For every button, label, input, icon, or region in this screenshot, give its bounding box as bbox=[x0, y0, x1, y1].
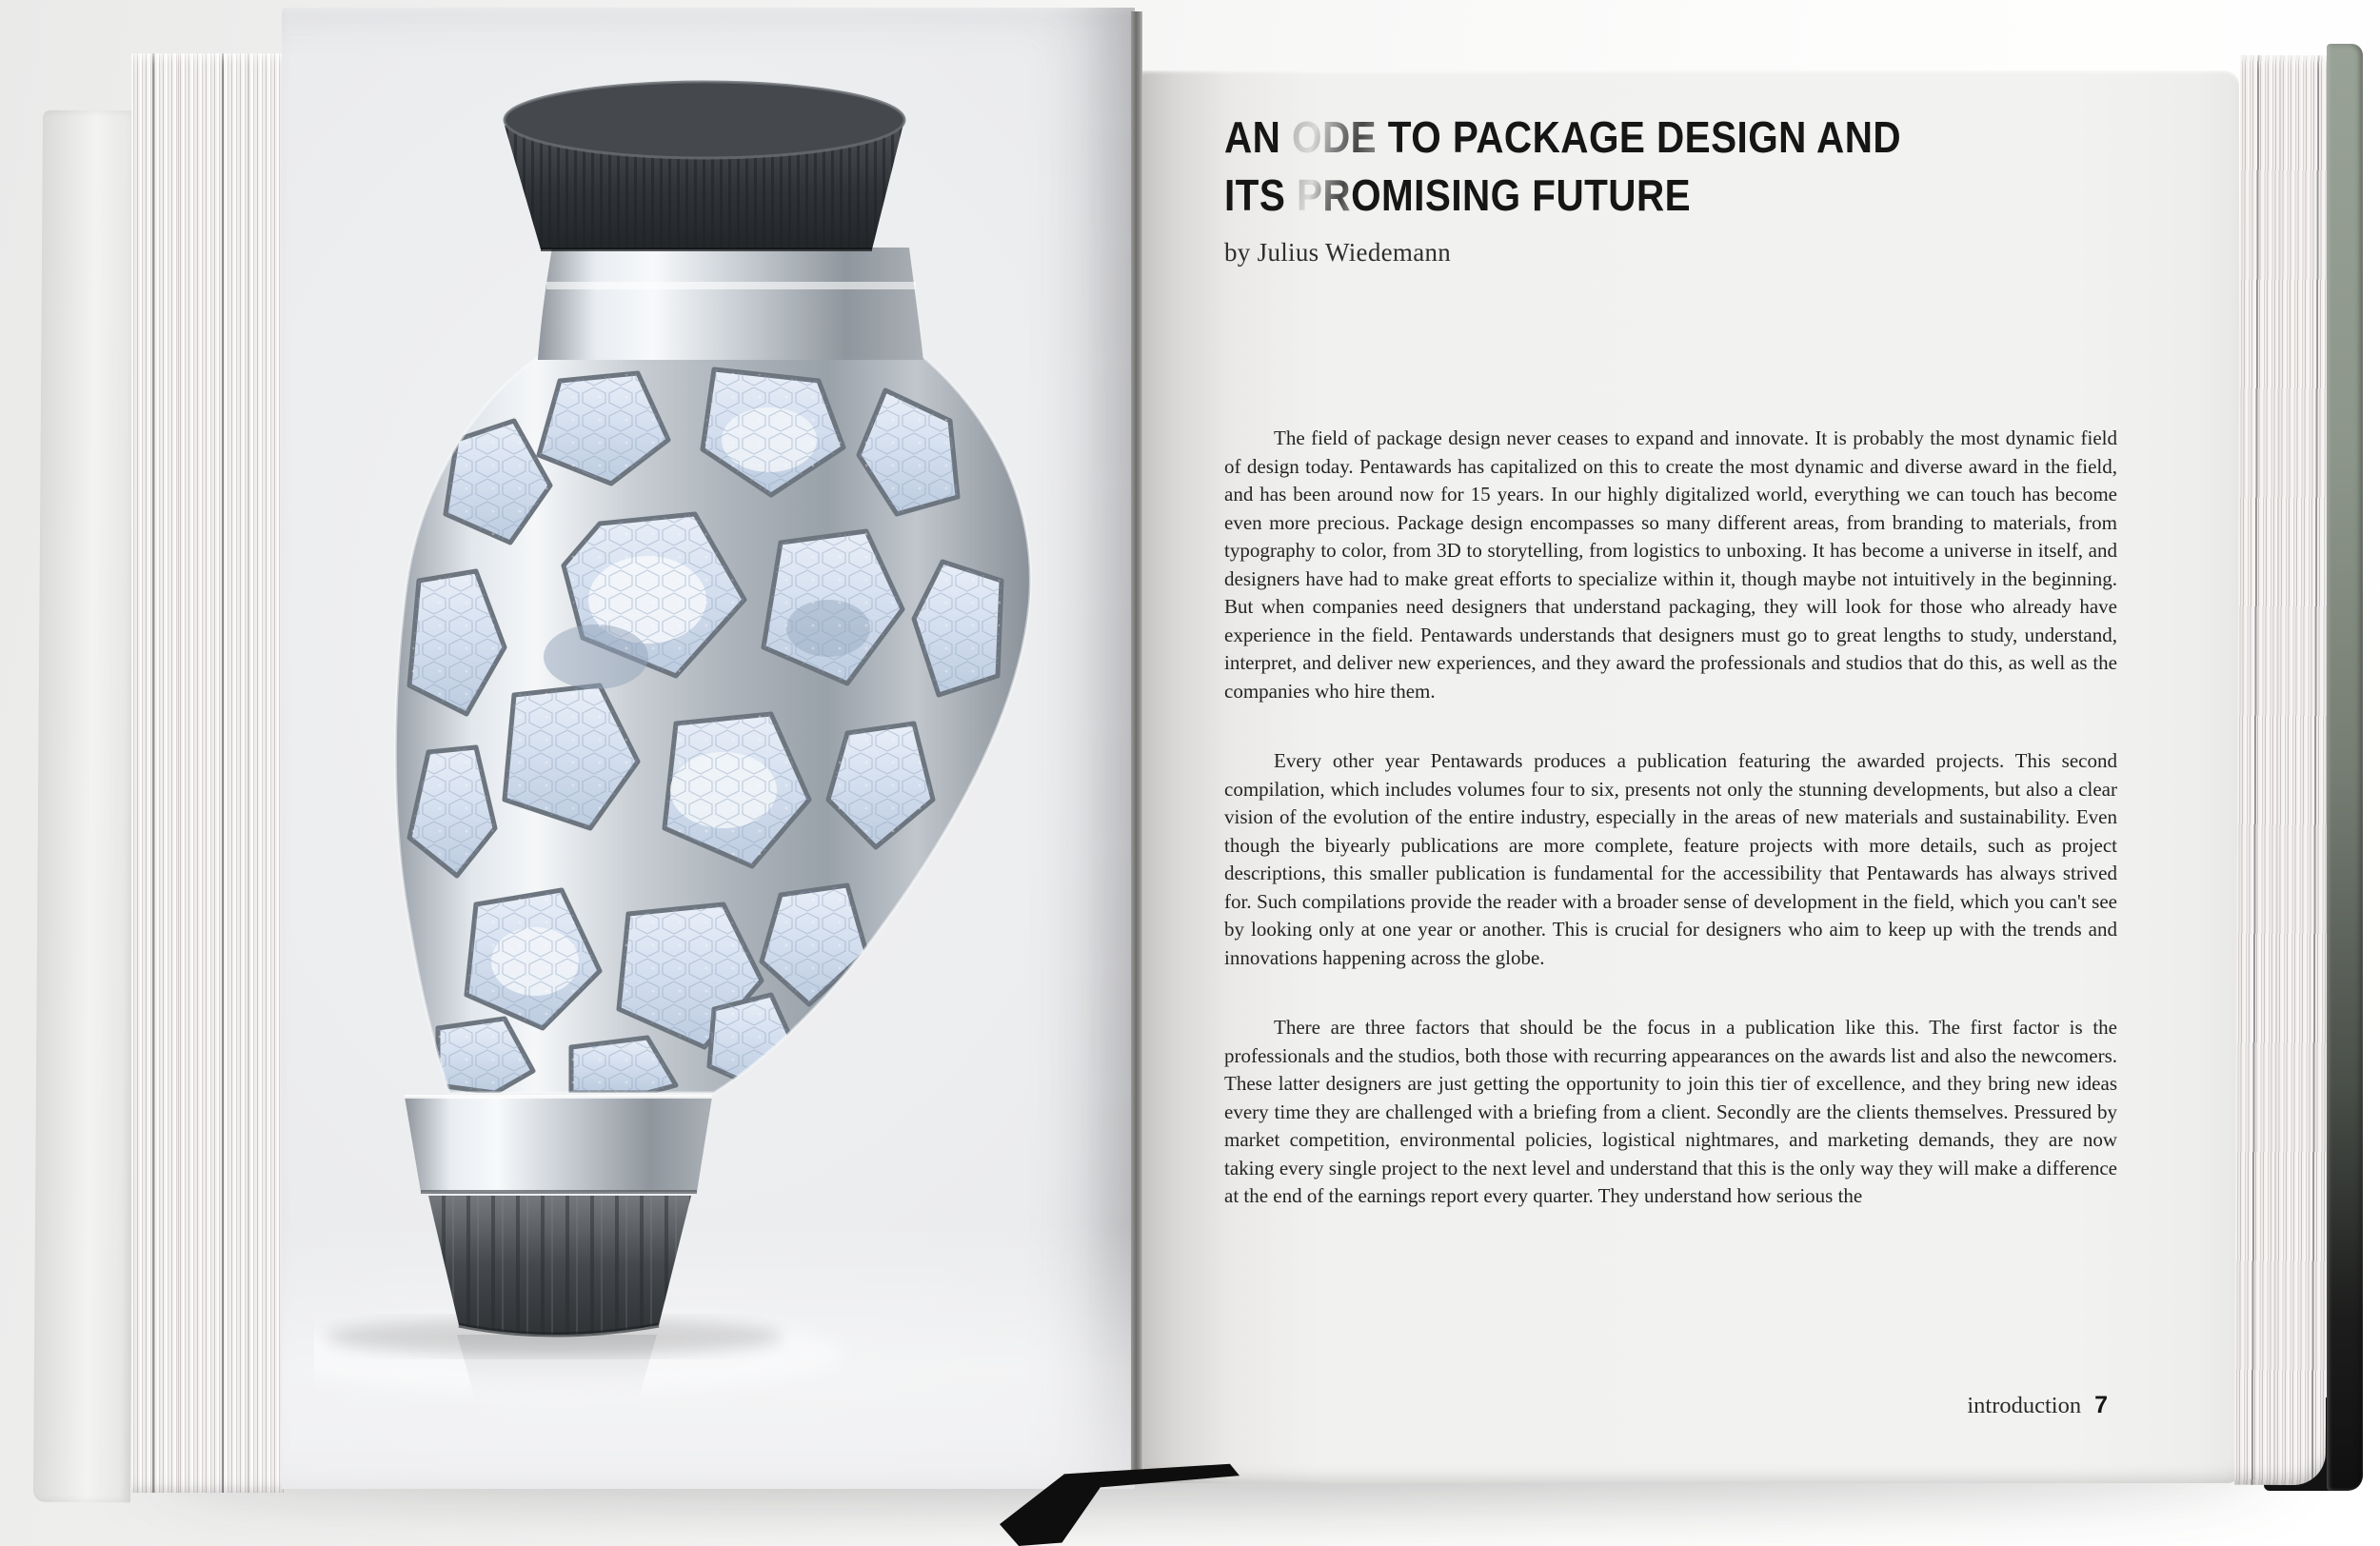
bottle-product-photo bbox=[314, 67, 1057, 1409]
body-paragraph: The field of package design never ceases to expand and innovate. It is probably the most dynamic field of design today. Pentawards has capitalized on this to create the most dynamic and diverse award in the field, and has been around now for 15 years. In our highly digitalized world, everything we can touch has become even more precious. Package design encompasses so many different areas, from branding to materials, from typography to color, from 3D to storytelling, from logistics to unboxing. It has become a universe in itself, and designers have had to make great efforts to specialize within it, though maybe not intuitively in the beginning. But when companies need designers that understand packaging, they will look for those who already have experience in the field. Pentawards understands that designers must go to great lengths to study, understand, interpret, and deliver new experiences, and they award the professionals and studios that do this, as well as the companies who hire them. bbox=[1224, 426, 2117, 703]
front-cover-fore-edge bbox=[33, 110, 140, 1503]
footer-page-number: 7 bbox=[2094, 1392, 2108, 1418]
body-paragraph: There are three factors that should be the focus in a publication like this. The first factor is the professionals and the studios, both those with recurring appearances on the awards list and also the newcomers. These latter designers are just getting the opportunity to join this tier of excellence, and they bring new ideas every time they are challenged with a briefing from a client. Secondly are the clients themselves. Pressured by market competition, environmental policies, logistical nightmares, and marketing demands, they are now taking every single project to the next level and understand that this is the only way they will make a difference at the end of the earnings report every quarter. They understand how serious the bbox=[1224, 1016, 2117, 1207]
title-segment-foil: PR bbox=[1296, 170, 1352, 220]
footer-section-label: introduction bbox=[1967, 1393, 2082, 1418]
article-title-line1 bbox=[1224, 109, 1901, 167]
left-page-edge-stack bbox=[131, 53, 284, 1493]
page-footer bbox=[1224, 1392, 2108, 1419]
article-title bbox=[1224, 109, 1901, 225]
title-segment: AN bbox=[1224, 112, 1293, 162]
byline: by Julius Wiedemann bbox=[1224, 238, 1452, 267]
back-cover-fore-edge bbox=[2327, 44, 2363, 1491]
title-segment: OMISING FUTURE bbox=[1351, 170, 1692, 220]
right-page-edge-stack bbox=[2234, 55, 2332, 1485]
book-gutter bbox=[1131, 11, 1142, 1483]
left-page bbox=[282, 8, 1135, 1489]
title-segment: TO PACKAGE DESIGN AND bbox=[1377, 112, 1902, 162]
article-title-line2 bbox=[1224, 167, 1901, 225]
article-body bbox=[1224, 425, 2117, 1253]
title-segment-foil: ODE bbox=[1292, 112, 1378, 162]
body-paragraph: Every other year Pentawards produces a publication featuring the awarded projects. This second compilation, which includes volumes four to six, presents not only the stunning developments, but also a clear vision of the evolution of the entire industry, especially in the areas of new materials and sustainability. Even though the biyearly publications are more complete, feature projects with more details, such as project descriptions, this smaller publication is fundamental for the accessibility that Pentawards has always strived for. Such compilations provide the reader with a broader sense of development in the field, which you can't see by looking only at one year or another. This is crucial for designers who aim to keep up with the trends and innovations happening across the globe. bbox=[1224, 749, 2117, 969]
right-page bbox=[1142, 70, 2239, 1483]
title-segment: ITS bbox=[1224, 170, 1297, 220]
